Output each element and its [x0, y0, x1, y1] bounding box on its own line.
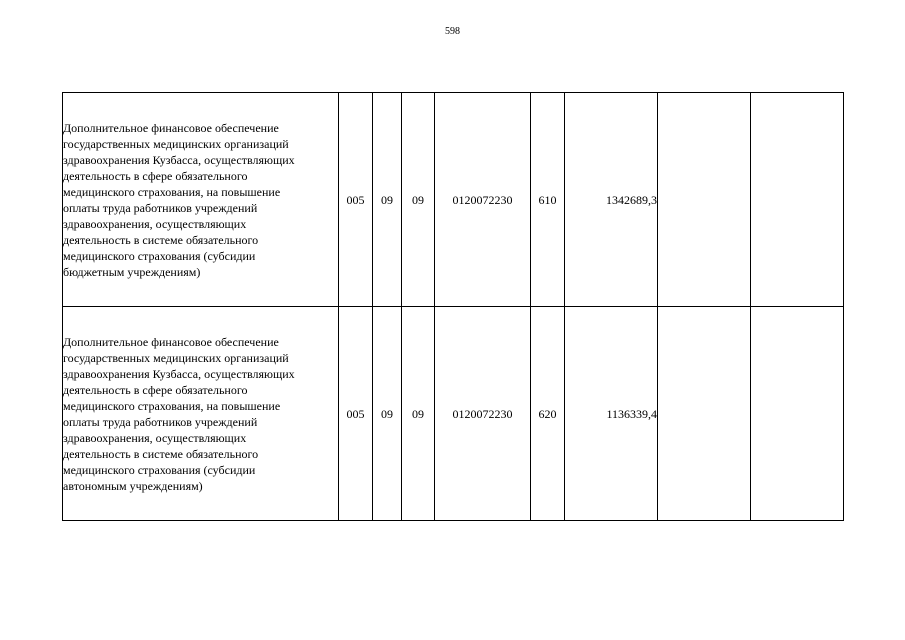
table-row	[63, 93, 844, 307]
target-article-code: 0120072230	[435, 307, 531, 521]
amount-cell: 1136339,4	[565, 307, 658, 521]
row-description: Дополнительное финансовое обеспечение государственных медицинских организаций здравоохранения Кузбасса, осуществляющих деятельность в сфере обязательного медицинского страхования, на повышение оплаты труда работников учреждений здравоохранения, осуществляющих деятельность в системе обязательного медицинского страхования (субсидии бюджетным учреждениям)	[63, 93, 339, 307]
target-article-code: 0120072230	[435, 93, 531, 307]
amount-cell: 1342689,3	[565, 93, 658, 307]
expense-type-code: 610	[531, 93, 565, 307]
empty-cell	[751, 93, 844, 307]
section-code: 09	[373, 307, 402, 521]
ministry-code: 005	[339, 307, 373, 521]
empty-cell	[658, 93, 751, 307]
empty-cell	[751, 307, 844, 521]
page-number: 598	[445, 26, 460, 37]
ministry-code: 005	[339, 93, 373, 307]
budget-table	[62, 92, 844, 521]
row-description: Дополнительное финансовое обеспечение государственных медицинских организаций здравоохранения Кузбасса, осуществляющих деятельность в сфере обязательного медицинского страхования, на повышение оплаты труда работников учреждений здравоохранения, осуществляющих деятельность в системе обязательного медицинского страхования (субсидии автономным учреждениям)	[63, 307, 339, 521]
subsection-code: 09	[402, 93, 435, 307]
expense-type-code: 620	[531, 307, 565, 521]
table-row	[63, 307, 844, 521]
empty-cell	[658, 307, 751, 521]
section-code: 09	[373, 93, 402, 307]
subsection-code: 09	[402, 307, 435, 521]
